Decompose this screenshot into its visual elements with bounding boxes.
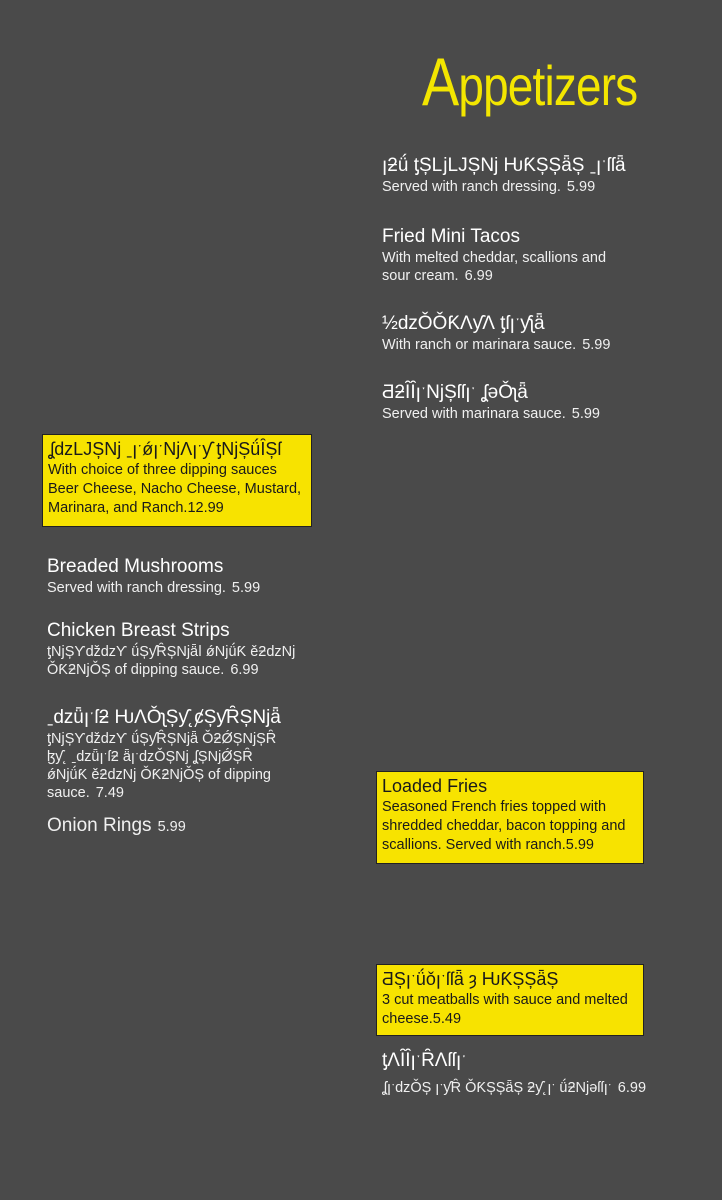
menu-item-description: ʆꞁˑǳǑȘ ꞁˑƴȒ ǑƘȘȘǟȘ ƻƴ˛ꞁˑ ǘƻǋəſſꞁˑ 6.99 bbox=[382, 1079, 647, 1096]
menu-item bbox=[382, 154, 712, 196]
menu-item-price: 5.99 bbox=[571, 405, 600, 422]
menu-item bbox=[47, 814, 347, 838]
menu-item bbox=[382, 225, 632, 285]
menu-item-price: 12.99 bbox=[187, 500, 224, 517]
menu-item-description: With ranch or marinara sauce. 5.99 bbox=[382, 336, 611, 353]
menu-item bbox=[47, 555, 347, 597]
menu-item-price: 5.99 bbox=[231, 579, 261, 596]
menu-item-price: 5.99 bbox=[566, 178, 596, 195]
menu-item-name: Onion Rings bbox=[47, 815, 152, 836]
menu-item-description: Served with marinara sauce. 5.99 bbox=[382, 405, 600, 422]
menu-item-price: 5.49 bbox=[432, 1011, 462, 1028]
featured-item-box bbox=[42, 434, 312, 527]
menu-item-description: With melted cheddar, scallions and sour cream. 6.99 bbox=[382, 249, 607, 284]
menu-item-description: Served with ranch dressing. 5.99 bbox=[47, 579, 261, 596]
menu-item bbox=[47, 706, 297, 802]
title-rest: ppetizers bbox=[458, 54, 638, 117]
menu-item-price: 7.49 bbox=[95, 785, 124, 802]
menu-item-name: ˍǳǖꞁˑſƻ ǶɅǑʅȘƴ˛ȼȘƴȒȘǋǟ bbox=[47, 707, 281, 728]
title-initial: A bbox=[422, 44, 459, 120]
menu-item-name: ƫɅȊȊꞁˑȒɅſſꞁˑ bbox=[382, 1050, 467, 1071]
menu-item bbox=[382, 312, 712, 354]
menu-item bbox=[382, 1049, 712, 1097]
menu-item-name: Breaded Mushrooms bbox=[47, 556, 224, 577]
menu-item-description: 3 cut meatballs with sauce and melted cheese.5.49 bbox=[382, 992, 628, 1028]
menu-item-name: Chicken Breast Strips bbox=[47, 620, 230, 641]
menu-item-description: ƫǋȘƳǆǳƳ ǘȘƴȒȘǋǟǀ ǿǋǘƘ ěƻǳǋ ǑƘƻǋǑȘ of dipping sauce. 6.99 bbox=[47, 643, 296, 678]
menu-item-price: 5.99 bbox=[582, 336, 611, 353]
menu-item-name: ƋƻȊȊꞁˑǋȘſſꞁˑ ʆəǑʅǟ bbox=[382, 382, 528, 403]
menu-item bbox=[47, 619, 297, 679]
menu-item-name: ½ǳǑǑƘɅƴɅ ƫſꞁˑƴʅǟ bbox=[382, 313, 545, 334]
menu-item-price: 6.99 bbox=[617, 1079, 647, 1096]
menu-item-description: ƫǋȘƳǆǳƳ ǘȘƴȒȘǋǟ ǑƻǾȘǋȘȒ ɮƴ˛ ˍǳǖꞁˑſƻ ǟꞁˑǳǑȘǋ ʆȘǋǾȘȒ ǿǋǘƘ ěƻǳǋ ǑƘƻǋǑȘ of dipping sauce. 7.49 bbox=[47, 730, 277, 802]
menu-item-price: 5.99 bbox=[565, 837, 594, 854]
menu-item-name: ʆǳǇȘǋ ˍꞁˑǿꞁˑǋɅꞁˑƴ ƫǋȘǘȊȘſ bbox=[48, 439, 282, 459]
menu-item-price: 5.99 bbox=[157, 819, 186, 835]
menu-item-description bbox=[47, 814, 347, 838]
menu-item bbox=[382, 381, 712, 423]
menu-item-name: Loaded Fries bbox=[382, 776, 488, 796]
menu-item-price: 6.99 bbox=[230, 661, 259, 678]
featured-item-box bbox=[376, 964, 644, 1036]
page-title bbox=[422, 44, 660, 120]
menu-item-name: ꞁƻǘ ƫȘǈǇȘǋ ǶƘȘȘǟȘ ˍꞁˑſſǟ bbox=[382, 155, 626, 176]
menu-item-name: ƋȘꞁˑǘǒꞁˑſſǟ ȝ ǶƘȘȘǟȘ bbox=[382, 969, 559, 989]
menu-item-description: Served with ranch dressing. 5.99 bbox=[382, 178, 596, 195]
menu-item-description: Seasoned French fries topped with shredded cheddar, bacon topping and scallions. Served with ranch.5.99 bbox=[382, 799, 626, 854]
featured-item-box bbox=[376, 771, 644, 864]
menu-item-name: Fried Mini Tacos bbox=[382, 226, 520, 247]
menu-item-description: With choice of three dipping sauces Beer Cheese, Nacho Cheese, Mustard, Marinara, and Ranch.12.99 bbox=[48, 462, 302, 517]
menu-item-price: 6.99 bbox=[464, 267, 493, 284]
